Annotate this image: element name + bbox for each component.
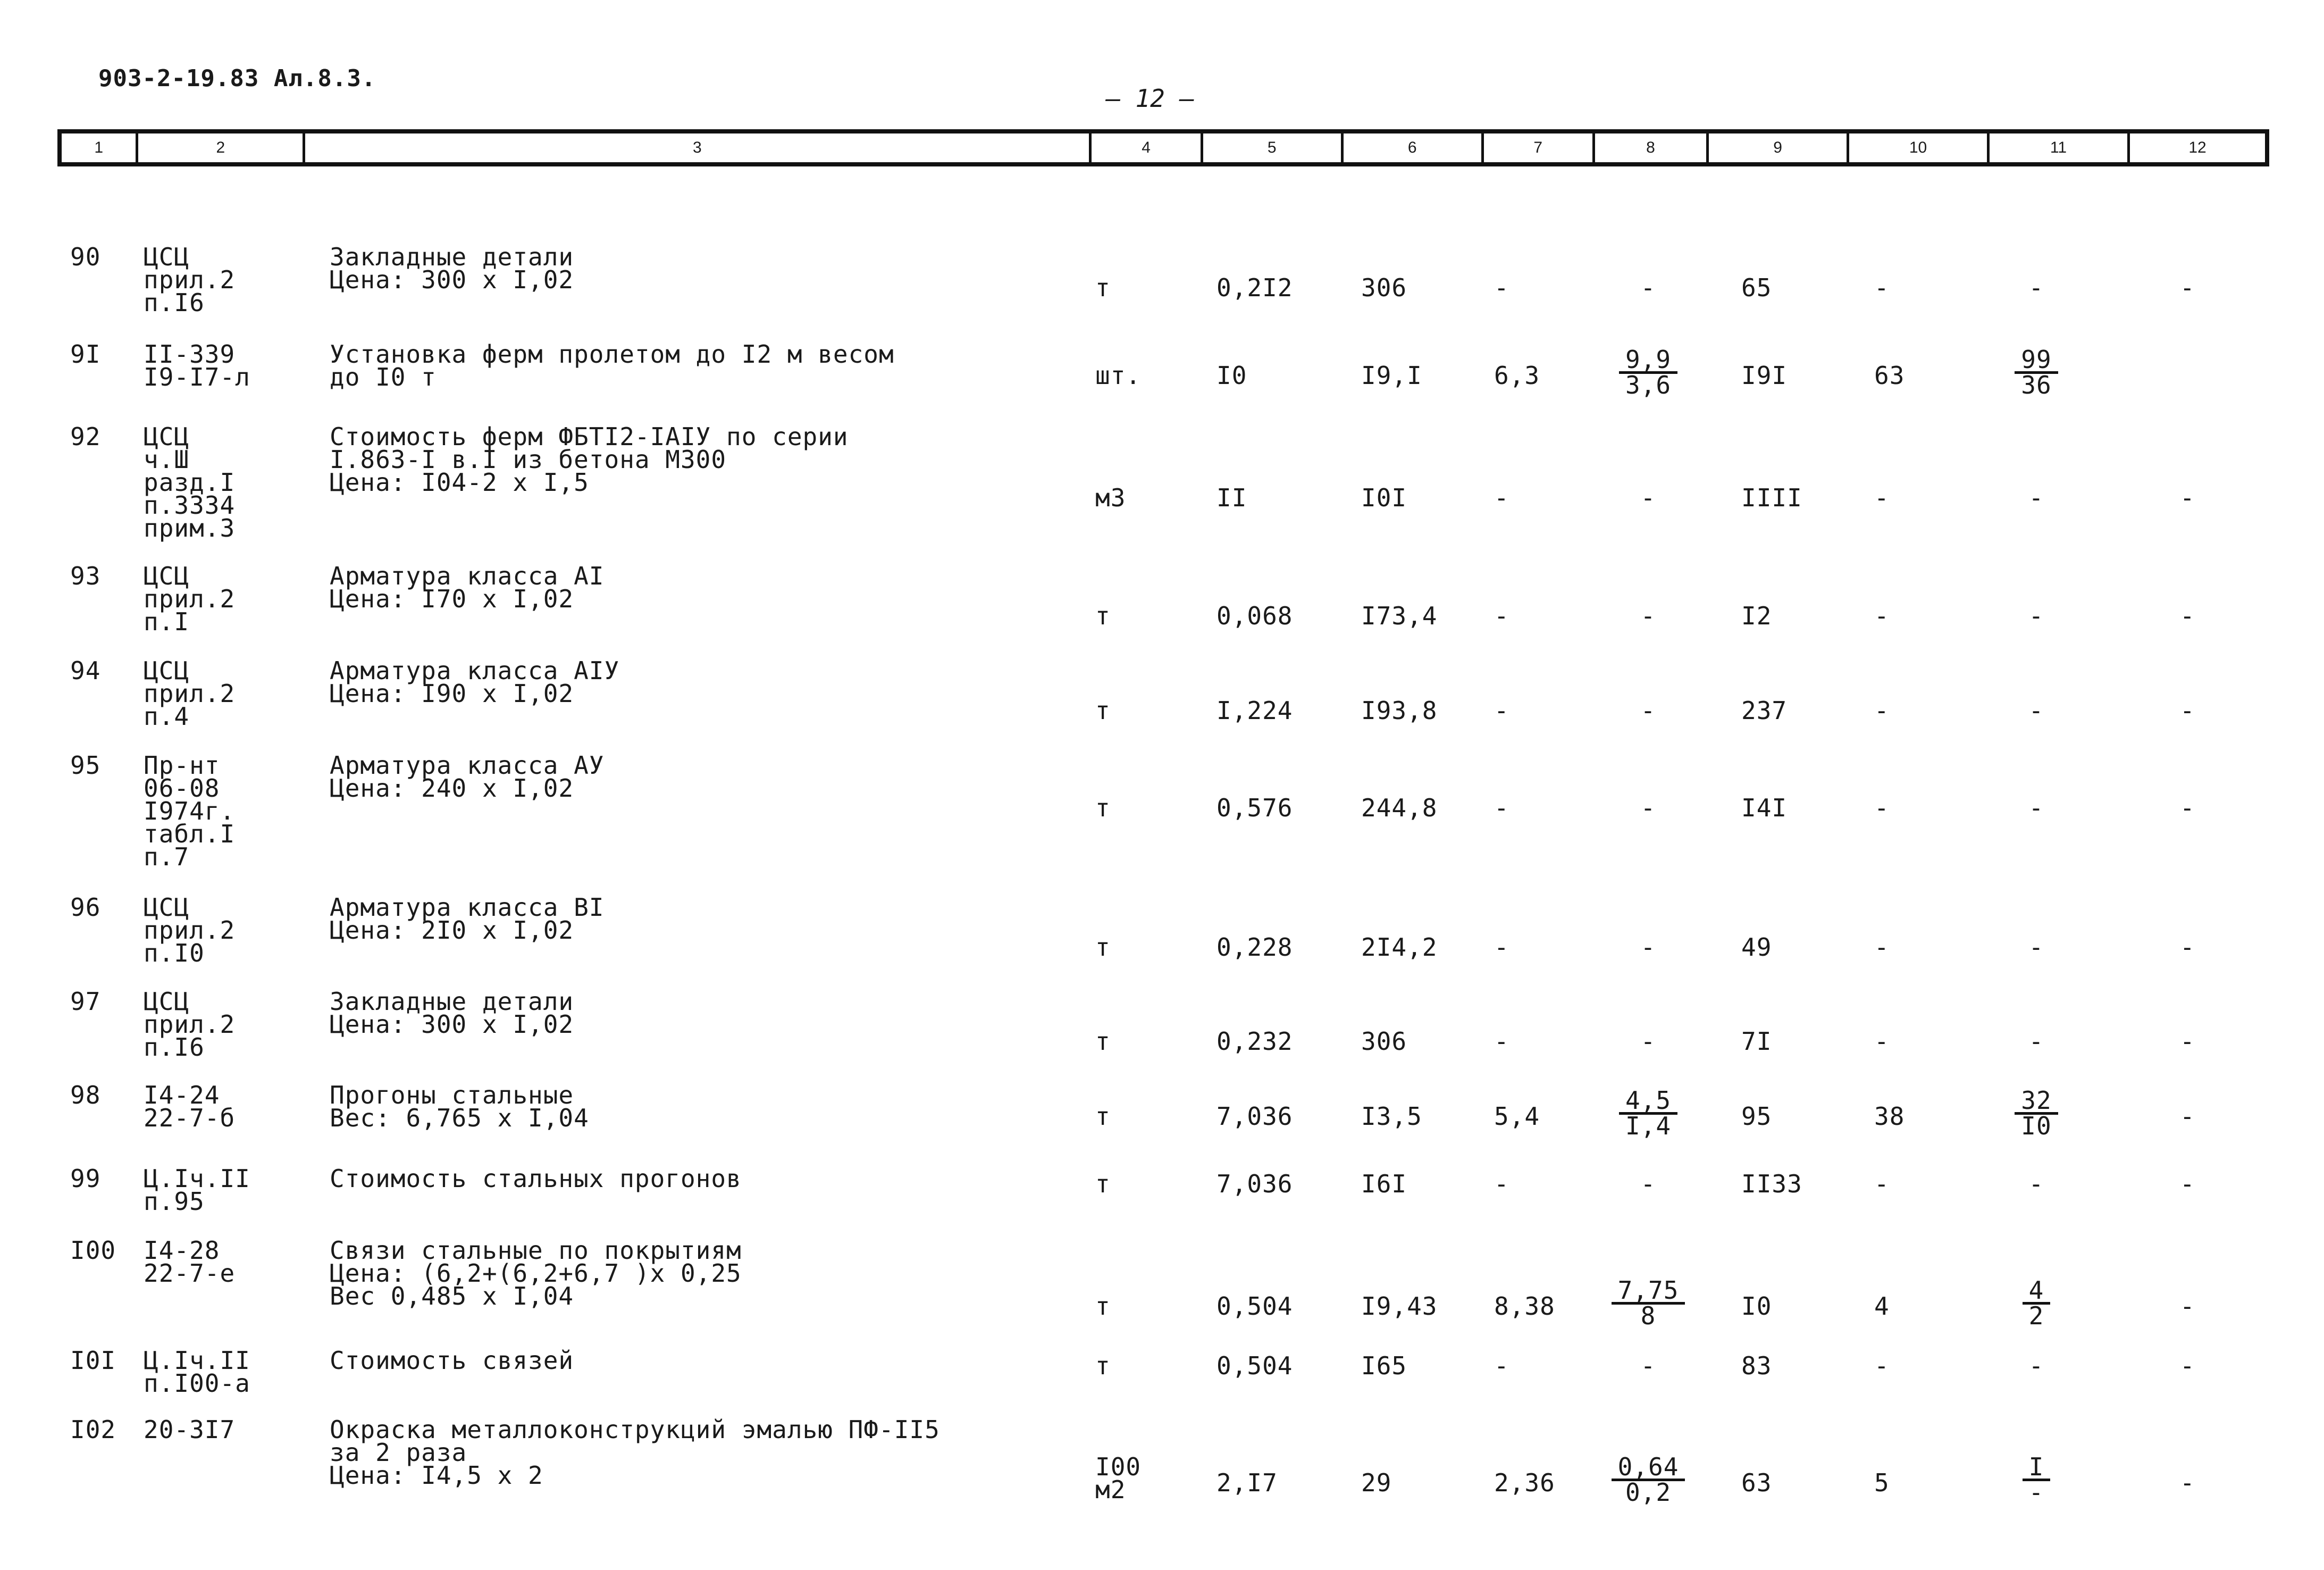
column-11-value: - xyxy=(2028,1170,2044,1198)
quantity: 0,232 xyxy=(1216,1027,1293,1056)
column-8-fraction xyxy=(1611,1086,1685,1140)
description-line: до I0 т xyxy=(330,363,437,391)
norm-code: ЦСЦ ч.Ш разд.I п.3334 прим.3 xyxy=(144,422,236,542)
unit-of-measure: I00 м2 xyxy=(1095,1452,1142,1504)
column-11-denominator: 36 xyxy=(2021,371,2052,399)
column-11-fraction xyxy=(1991,1086,2082,1140)
column-10-value: - xyxy=(1874,696,1890,725)
column-10-value: - xyxy=(1874,933,1890,962)
column-11-numerator: 99 xyxy=(2015,348,2058,374)
column-11-value: - xyxy=(2028,273,2044,302)
quantity: 0,228 xyxy=(1216,933,1293,962)
total-cost: II33 xyxy=(1741,1170,1802,1198)
column-8-value: - xyxy=(1640,696,1656,725)
column-header: 9 xyxy=(1709,133,1849,162)
column-11-numerator: 4 xyxy=(2023,1279,2051,1305)
description-line: Цена: 300 х I,02 xyxy=(330,265,574,294)
unit-of-measure: шт. xyxy=(1095,361,1142,390)
row-number: 95 xyxy=(70,751,101,780)
column-11-value: - xyxy=(2028,696,2044,725)
total-cost: I9I xyxy=(1741,361,1788,390)
unit-price: 306 xyxy=(1361,1027,1407,1056)
column-8 xyxy=(1612,1276,1685,1330)
column-header: 10 xyxy=(1849,133,1990,162)
column-8-numerator: 7,75 xyxy=(1612,1279,1685,1305)
column-8-value: - xyxy=(1640,1351,1656,1380)
work-description xyxy=(330,656,620,708)
norm-code: ЦСЦ прил.2 п.4 xyxy=(144,656,236,731)
description-line: Цена: I70 х I,02 xyxy=(330,584,574,613)
unit-price: I9,I xyxy=(1361,361,1422,390)
column-12-value: - xyxy=(2180,1027,2195,1056)
column-11-fraction xyxy=(1991,345,2082,399)
row-number: I02 xyxy=(70,1415,116,1444)
quantity: 7,036 xyxy=(1216,1170,1293,1198)
column-header: 3 xyxy=(305,133,1092,162)
norm-code: Ц.Iч.II п.95 xyxy=(144,1164,250,1216)
norm-code: ЦСЦ прил.2 п.I0 xyxy=(144,893,236,967)
quantity: I,224 xyxy=(1216,696,1293,725)
description-line: I.863-I в.I из бетона М300 xyxy=(330,445,727,474)
column-12-value: - xyxy=(2180,1170,2195,1198)
column-7-value: 6,3 xyxy=(1494,361,1540,390)
column-11-value: - xyxy=(2028,794,2044,822)
column-8-numerator: 9,9 xyxy=(1619,348,1677,374)
column-header: 2 xyxy=(138,133,305,162)
total-cost: 63 xyxy=(1741,1468,1772,1497)
work-description xyxy=(330,562,605,613)
column-12-value: - xyxy=(2180,1102,2195,1131)
quantity: 0,504 xyxy=(1216,1351,1293,1380)
description-line: Вес 0,485 х I,04 xyxy=(330,1282,574,1310)
column-10-value: - xyxy=(1874,1027,1890,1056)
row-number: 96 xyxy=(70,893,101,922)
unit-price: I0I xyxy=(1361,483,1407,512)
column-8-denominator: I,4 xyxy=(1625,1112,1672,1140)
column-10-value: - xyxy=(1874,273,1890,302)
row-number: 92 xyxy=(70,422,101,451)
column-11-denominator: 2 xyxy=(2028,1301,2044,1330)
column-7-value: - xyxy=(1494,1351,1509,1380)
column-11-fraction xyxy=(1991,1276,2082,1330)
description-line: Прогоны стальные xyxy=(330,1081,574,1109)
column-11-fraction xyxy=(1991,1452,2082,1507)
quantity: I0 xyxy=(1216,361,1247,390)
total-cost: 65 xyxy=(1741,273,1772,302)
description-line: Стоимость стальных прогонов xyxy=(330,1164,742,1193)
column-8-value: - xyxy=(1640,273,1656,302)
column-7-value: - xyxy=(1494,602,1509,630)
column-header: 8 xyxy=(1595,133,1709,162)
column-7-value: - xyxy=(1494,933,1509,962)
description-line: Установка ферм пролетом до I2 м весом xyxy=(330,340,894,369)
unit-of-measure: т xyxy=(1095,1102,1111,1131)
description-line: Цена: 300 х I,02 xyxy=(330,1010,574,1039)
column-11-numerator: 32 xyxy=(2015,1089,2058,1115)
column-12-value: - xyxy=(2180,602,2195,630)
description-line: Цена: 2I0 х I,02 xyxy=(330,916,574,945)
column-7-value: 2,36 xyxy=(1494,1468,1555,1497)
column-10-value: 5 xyxy=(1874,1468,1890,1497)
description-line: Цена: I4,5 х 2 xyxy=(330,1461,543,1490)
column-11-denominator: I0 xyxy=(2021,1112,2052,1140)
quantity: 0,504 xyxy=(1216,1292,1293,1321)
column-8-denominator: 8 xyxy=(1640,1301,1656,1330)
quantity: II xyxy=(1216,483,1247,512)
total-cost: I2 xyxy=(1741,602,1772,630)
unit-price: I6I xyxy=(1361,1170,1407,1198)
column-8 xyxy=(1619,1086,1677,1140)
norm-code: ЦСЦ прил.2 п.I6 xyxy=(144,987,236,1062)
column-7-value: - xyxy=(1494,483,1509,512)
column-8 xyxy=(1619,345,1677,399)
norm-code: Ц.Iч.II п.I00-а xyxy=(144,1346,250,1398)
column-header: 7 xyxy=(1484,133,1595,162)
description-line: Закладные детали xyxy=(330,987,574,1016)
unit-of-measure: т xyxy=(1095,1351,1111,1380)
total-cost: 7I xyxy=(1741,1027,1772,1056)
column-8-fraction xyxy=(1611,1276,1685,1330)
column-11-value: - xyxy=(2028,483,2044,512)
description-line: Окраска металлоконструкций эмалью ПФ-II5 xyxy=(330,1415,940,1444)
description-line: Цена: (6,2+(6,2+6,7 )х 0,25 xyxy=(330,1259,742,1288)
total-cost: 95 xyxy=(1741,1102,1772,1131)
column-11-value: - xyxy=(2028,933,2044,962)
column-10-value: - xyxy=(1874,602,1890,630)
norm-code: Пр-нт 06-08 I974г. табл.I п.7 xyxy=(144,751,236,871)
column-8-value: - xyxy=(1640,1170,1656,1198)
description-line: Арматура класса АУ xyxy=(330,751,605,780)
page-number: — 12 — xyxy=(1106,84,1195,113)
description-line: Связи стальные по покрытиям xyxy=(330,1236,742,1265)
row-number: I00 xyxy=(70,1236,116,1265)
description-line: Цена: I04-2 х I,5 xyxy=(330,468,589,497)
column-7-value: 5,4 xyxy=(1494,1102,1540,1131)
unit-of-measure: т xyxy=(1095,1292,1111,1321)
column-7-value: - xyxy=(1494,794,1509,822)
norm-code: ЦСЦ прил.2 п.I6 xyxy=(144,243,236,317)
unit-price: I93,8 xyxy=(1361,696,1438,725)
column-11 xyxy=(2015,1086,2058,1140)
column-11 xyxy=(2015,345,2058,399)
column-8-value: - xyxy=(1640,794,1656,822)
row-number: 98 xyxy=(70,1081,101,1109)
column-10-value: 4 xyxy=(1874,1292,1890,1321)
description-line: Цена: I90 х I,02 xyxy=(330,679,574,708)
column-8-value: - xyxy=(1640,933,1656,962)
unit-of-measure: т xyxy=(1095,933,1111,962)
column-12-value: - xyxy=(2180,273,2195,302)
row-number: 97 xyxy=(70,987,101,1016)
total-cost: I0 xyxy=(1741,1292,1772,1321)
description-line: Вес: 6,765 х I,04 xyxy=(330,1104,589,1132)
column-10-value: - xyxy=(1874,1170,1890,1198)
column-8-value: - xyxy=(1640,1027,1656,1056)
column-header: 11 xyxy=(1990,133,2130,162)
unit-price: 306 xyxy=(1361,273,1407,302)
norm-code: 20-3I7 xyxy=(144,1415,236,1444)
row-number: I0I xyxy=(70,1346,116,1375)
column-11 xyxy=(2023,1452,2051,1507)
unit-of-measure: т xyxy=(1095,696,1111,725)
column-12-value: - xyxy=(2180,933,2195,962)
unit-of-measure: т xyxy=(1095,1027,1111,1056)
column-8-denominator: 3,6 xyxy=(1625,371,1672,399)
column-8-value: - xyxy=(1640,483,1656,512)
column-8-fraction xyxy=(1611,1452,1685,1507)
unit-of-measure: м3 xyxy=(1095,483,1126,512)
quantity: 7,036 xyxy=(1216,1102,1293,1131)
total-cost: IIII xyxy=(1741,483,1802,512)
row-number: 9I xyxy=(70,340,101,369)
column-12-value: - xyxy=(2180,696,2195,725)
unit-of-measure: т xyxy=(1095,602,1111,630)
column-11-value: - xyxy=(2028,1351,2044,1380)
row-number: 99 xyxy=(70,1164,101,1193)
column-header: 6 xyxy=(1344,133,1484,162)
total-cost: 237 xyxy=(1741,696,1788,725)
unit-of-measure: т xyxy=(1095,794,1111,822)
column-11 xyxy=(2023,1276,2051,1330)
norm-code: ЦСЦ прил.2 п.I xyxy=(144,562,236,636)
work-description xyxy=(330,422,849,497)
work-description xyxy=(330,340,894,391)
quantity: 0,068 xyxy=(1216,602,1293,630)
norm-code: I4-28 22-7-е xyxy=(144,1236,236,1288)
work-description xyxy=(330,243,574,294)
column-10-value: 38 xyxy=(1874,1102,1905,1131)
column-10-value: - xyxy=(1874,483,1890,512)
description-line: Стоимость ферм ФБТI2-IАIУ по серии xyxy=(330,422,849,451)
quantity: 0,2I2 xyxy=(1216,273,1293,302)
column-header: 1 xyxy=(62,133,138,162)
row-number: 94 xyxy=(70,656,101,685)
column-10-value: 63 xyxy=(1874,361,1905,390)
column-8-value: - xyxy=(1640,602,1656,630)
column-7-value: - xyxy=(1494,1027,1509,1056)
unit-price: I9,43 xyxy=(1361,1292,1438,1321)
work-description xyxy=(330,893,605,945)
column-11-denominator: - xyxy=(2028,1478,2044,1507)
total-cost: 49 xyxy=(1741,933,1772,962)
column-12-value: - xyxy=(2180,483,2195,512)
work-description xyxy=(330,1164,742,1193)
column-8-denominator: 0,2 xyxy=(1625,1478,1672,1507)
column-header: 5 xyxy=(1203,133,1344,162)
column-7-value: - xyxy=(1494,1170,1509,1198)
unit-price: 29 xyxy=(1361,1468,1392,1497)
column-7-value: - xyxy=(1494,273,1509,302)
work-description xyxy=(330,1415,940,1490)
total-cost: 83 xyxy=(1741,1351,1772,1380)
column-8-fraction xyxy=(1611,345,1685,399)
column-10-value: - xyxy=(1874,794,1890,822)
unit-price: 2I4,2 xyxy=(1361,933,1438,962)
column-12-value: - xyxy=(2180,1351,2195,1380)
work-description xyxy=(330,1081,589,1132)
description-line: Арматура класса АI xyxy=(330,562,605,590)
column-12-value: - xyxy=(2180,794,2195,822)
column-7-value: 8,38 xyxy=(1494,1292,1555,1321)
column-header: 12 xyxy=(2188,139,2206,156)
column-header: 4 xyxy=(1092,133,1203,162)
unit-price: I3,5 xyxy=(1361,1102,1422,1131)
norm-code: II-339 I9-I7-л xyxy=(144,340,250,391)
norm-code: I4-24 22-7-б xyxy=(144,1081,236,1132)
unit-price: I73,4 xyxy=(1361,602,1438,630)
row-number: 93 xyxy=(70,562,101,590)
total-cost: I4I xyxy=(1741,794,1788,822)
description-line: Арматура класса BI xyxy=(330,893,605,922)
unit-price: 244,8 xyxy=(1361,794,1438,822)
column-12-value: - xyxy=(2180,1468,2195,1497)
quantity: 0,576 xyxy=(1216,794,1293,822)
column-12-value: - xyxy=(2180,1292,2195,1321)
unit-of-measure: т xyxy=(1095,273,1111,302)
column-11-value: - xyxy=(2028,602,2044,630)
work-description xyxy=(330,751,605,803)
unit-of-measure: т xyxy=(1095,1170,1111,1198)
work-description xyxy=(330,1346,574,1375)
column-8 xyxy=(1612,1452,1685,1507)
quantity: 2,I7 xyxy=(1216,1468,1278,1497)
column-8-numerator: 4,5 xyxy=(1619,1089,1677,1115)
description-line: за 2 раза xyxy=(330,1438,467,1467)
work-description xyxy=(330,987,574,1039)
description-line: Стоимость связей xyxy=(330,1346,574,1375)
document-code: 903-2-19.83 Ал.8.3. xyxy=(98,65,376,92)
column-11-value: - xyxy=(2028,1027,2044,1056)
description-line: Арматура класса АIУ xyxy=(330,656,620,685)
description-line: Цена: 240 х I,02 xyxy=(330,774,574,803)
column-11-numerator: I xyxy=(2023,1456,2051,1481)
work-description xyxy=(330,1236,742,1310)
column-10-value: - xyxy=(1874,1351,1890,1380)
column-8-numerator: 0,64 xyxy=(1612,1456,1685,1481)
description-line: Закладные детали xyxy=(330,243,574,271)
row-number: 90 xyxy=(70,243,101,271)
column-7-value: - xyxy=(1494,696,1509,725)
unit-price: I65 xyxy=(1361,1351,1407,1380)
